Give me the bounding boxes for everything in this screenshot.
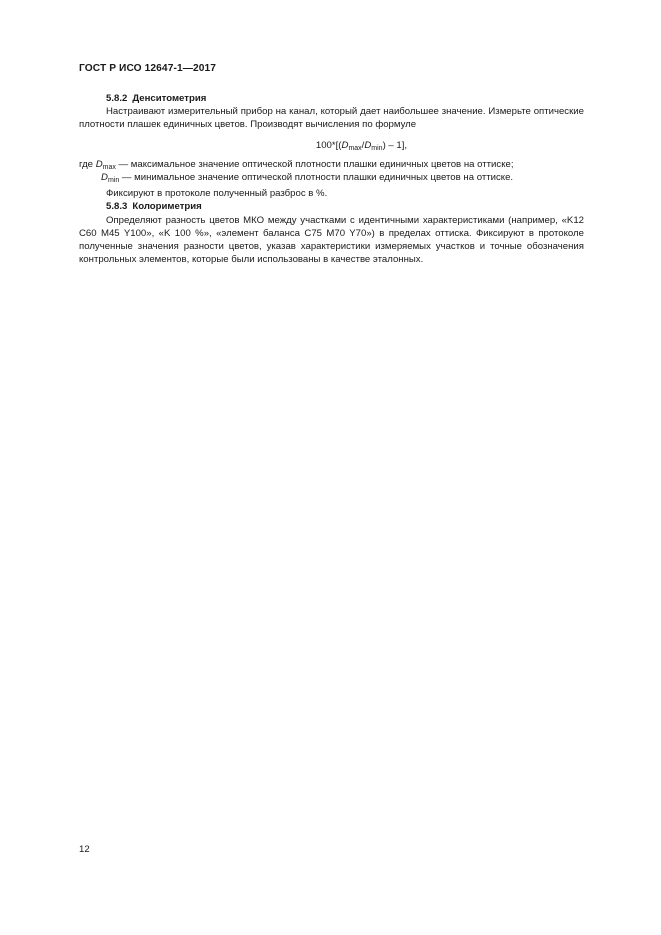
document-body [79, 92, 584, 266]
paragraph-record-spread: Фиксируют в протоколе полученный разброс в %. [106, 188, 328, 200]
section-number: 5.8.3 [106, 201, 128, 213]
section-title: Колориметрия [132, 201, 202, 213]
page-number: 12 [79, 844, 90, 855]
definition-dmax: где $D_{max}$ — максимальное значение оптической плотности плашки единичных цветов на оттиске; [79, 158, 514, 171]
document-header: ГОСТ Р ИСО 12647-1—2017 [79, 63, 217, 74]
section-heading-densitometry [79, 92, 584, 105]
paragraph-colorimetry: Определяют разность цветов МКО между участками с идентичными характеристиками (например, «K12 C60 M45 Y100», «K 100 %», «элемент баланса C75 M70 Y70») в пределах оттиска. Фиксируют в протоколе полученные значения разности цветов, указав характеристики измеряемых участков и точные обозначения контрольных элементов, которые были использованы в качестве эталонных. [79, 214, 584, 266]
definition-dmin: $D_{min}$ — минимальное значение оптической плотности плашки единичных цветов на оттиске. [101, 172, 514, 185]
paragraph-densitometry-intro: Настраивают измерительный прибор на канал, который дает наибольшее значение. Измерьте оптические плотности плашек единичных цветов. Производят вычисления по формуле [79, 106, 584, 131]
section-title: Денситометрия [132, 93, 207, 104]
section-number: 5.8.2 [106, 93, 128, 104]
formula: $100*[(D_{max}/D_{min}) - 1]$, [315, 139, 408, 152]
section-heading-colorimetry [79, 200, 584, 213]
